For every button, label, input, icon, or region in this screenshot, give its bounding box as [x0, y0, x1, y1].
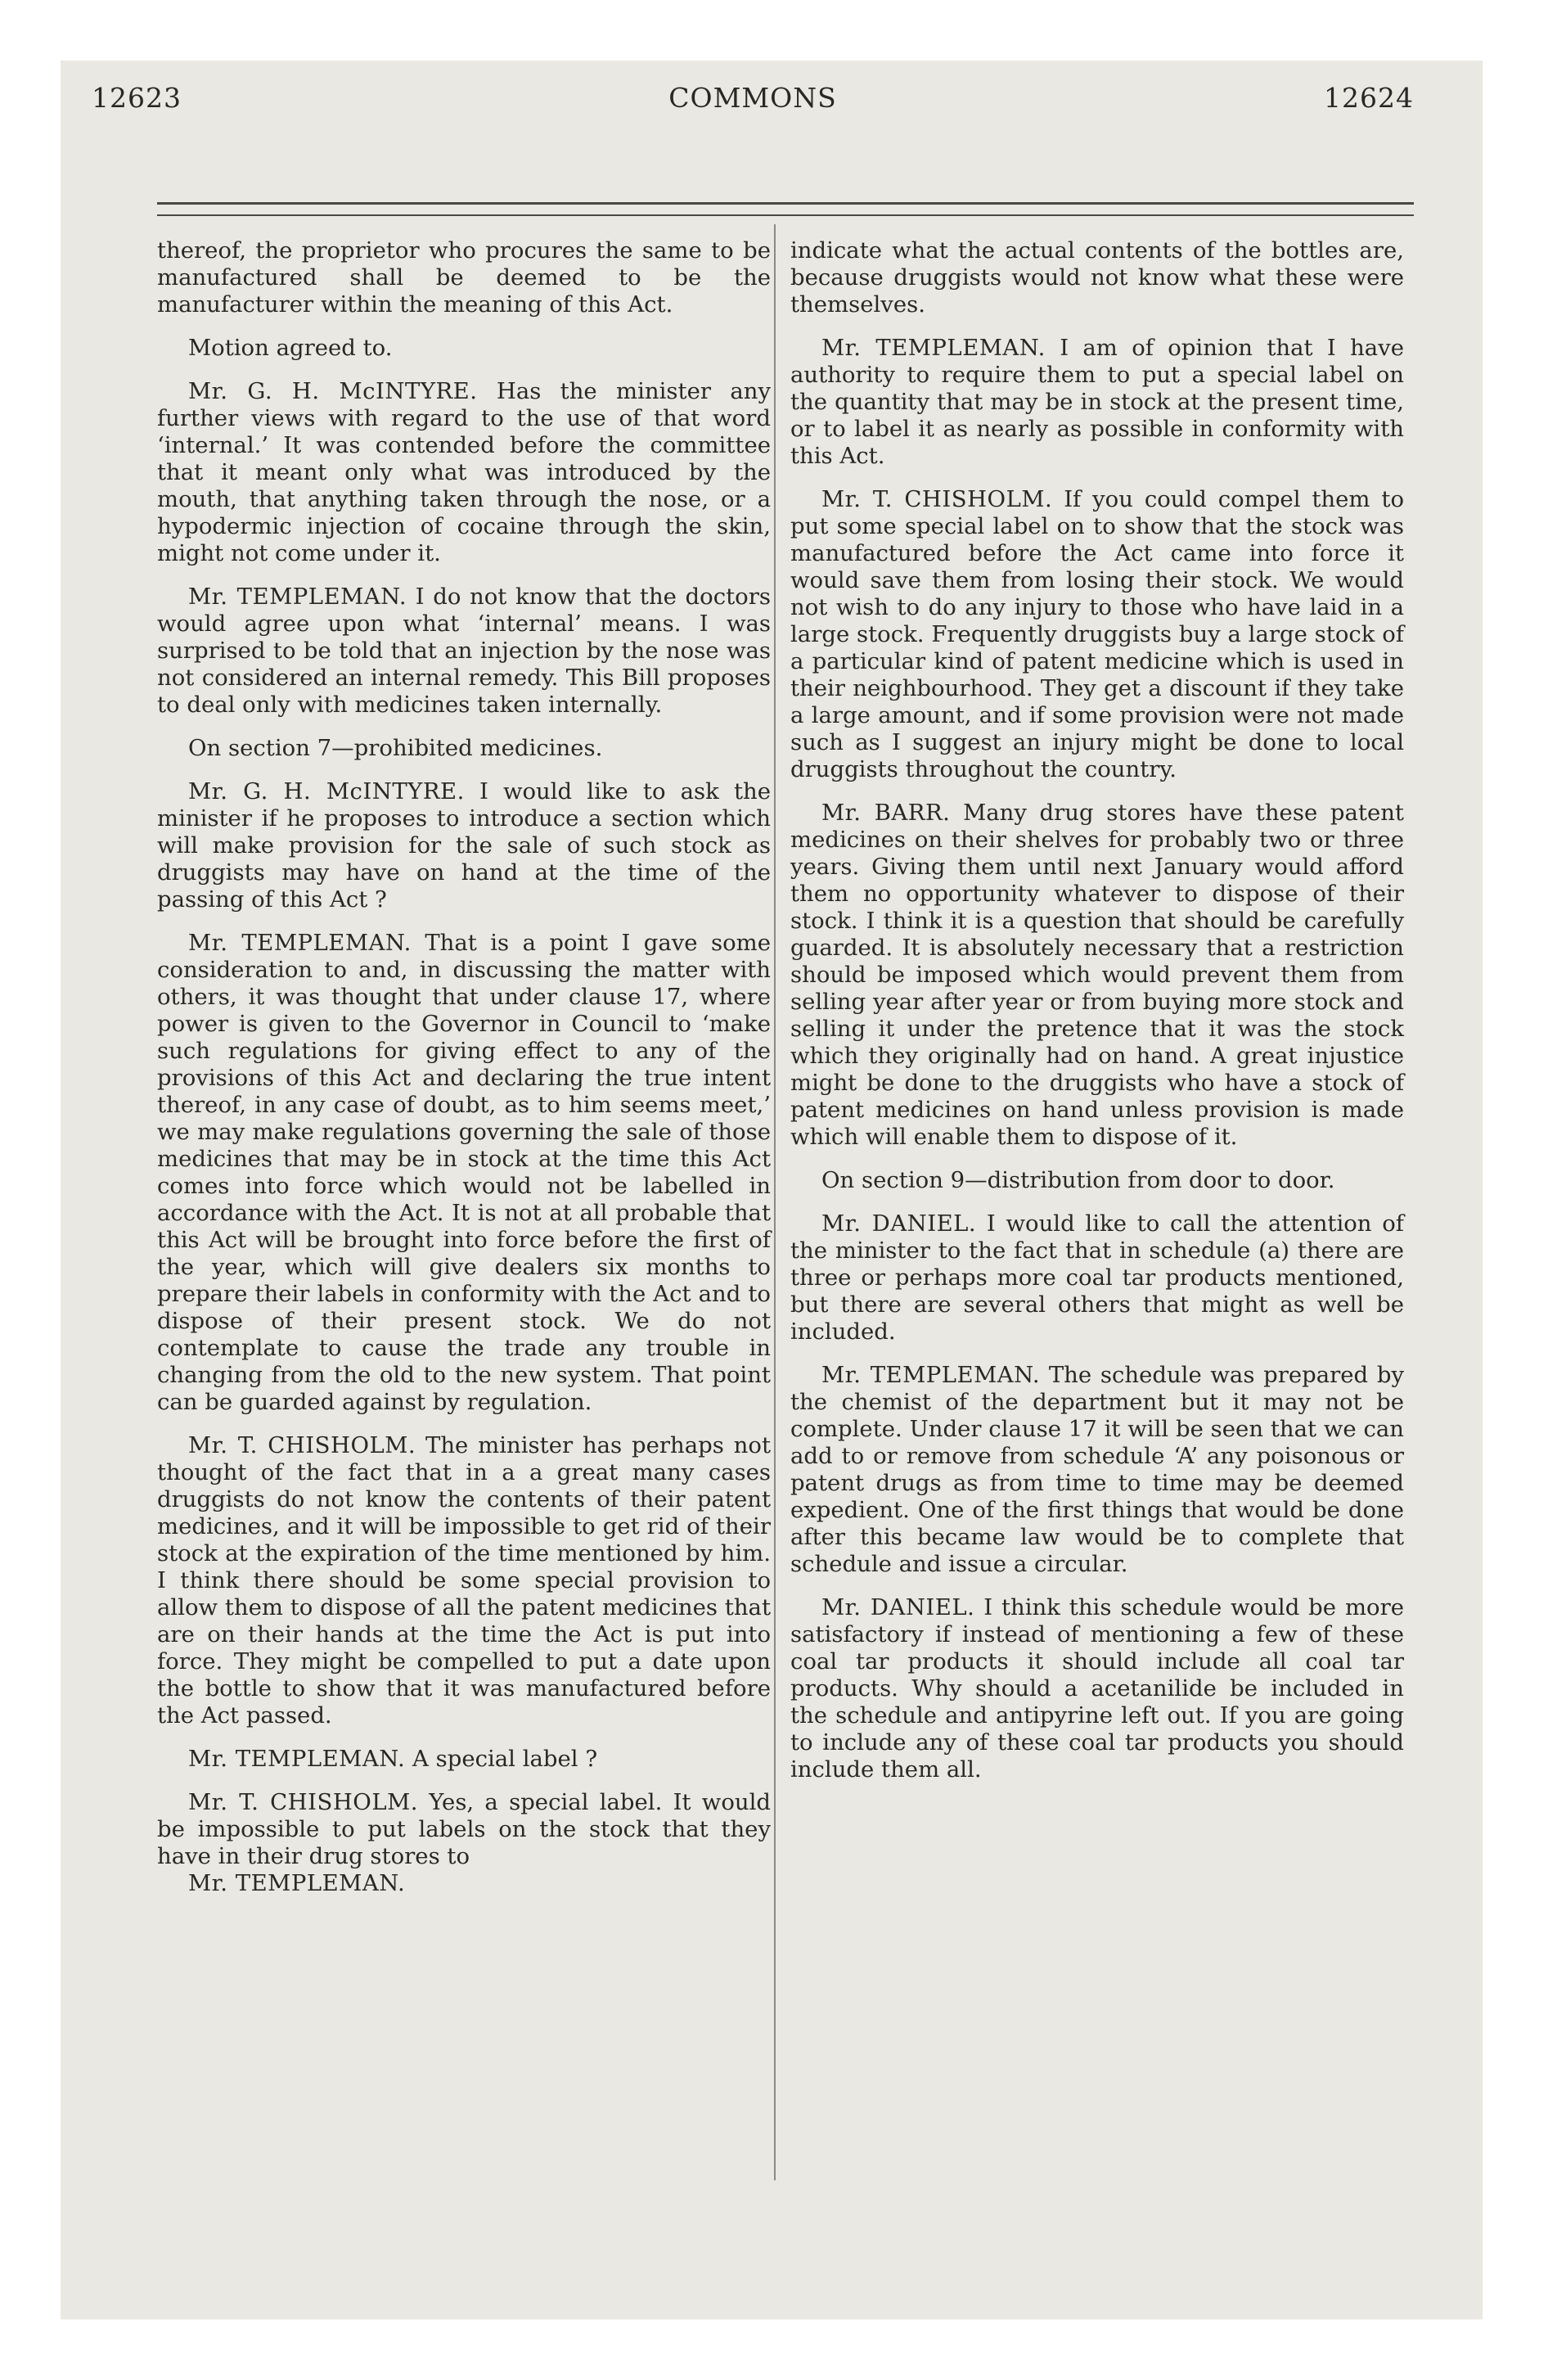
paragraph-text: thereof, the proprietor who procures the same to be manufactured shall be deemed to be the manufacturer within the meaning of this Act.	[157, 237, 771, 318]
column-divider	[774, 224, 776, 2180]
paragraph-text: The schedule was prepared by the chemist of the department but it may not be complete. Under clause 17 it will be seen that we can add to or remove from schedule ‘A’ any poisonous or patent drugs as from time to time may be deemed expedient. One of the first things that would be done after this became law would be to complete that schedule and issue a circular.	[790, 1362, 1404, 1577]
speaker-name: Mr. TEMPLEMAN.	[188, 1746, 406, 1772]
speaker-name: Mr. TEMPLEMAN.	[188, 584, 407, 610]
paragraph-text: The minister has perhaps not thought of the fact that in a a great many cases druggists do not know the contents of their patent medicines, and it will be impossible to get rid of their stock at the expiration of the time mentioned by him. I think there should be some special provision to allow them to dispose of all the patent medicines that are on their hands at the time the Act is put into force. They might be compelled to put a date upon the bottle to show that it was manufactured before the Act passed.	[157, 1432, 772, 1729]
paragraph-text: Motion agreed to.	[188, 335, 393, 361]
right-page-number: 12624	[1324, 82, 1414, 114]
paragraph	[157, 584, 771, 719]
speaker-name: Mr. T. CHISHOLM.	[188, 1789, 419, 1815]
paragraph	[790, 237, 1404, 318]
paragraph-text: That is a point I gave some consideration to and, in discussing the matter with others, it was thought that under clause 17, where power is given to the Governor in Council to ‘make such regulations for giving effect to any of the provisions of this Act and declaring the true intent thereof, in any case of doubt, as to him seems meet,’ we may make regulations governing the sale of those medicines that may be in stock at the time this Act comes into force which would not be labelled in accordance with the Act. It is not at all probable that this Act will be brought into force before the first of the year, which will give dealers six months to prepare their labels in conformity with the Act and to dispose of their present stock. We do not contemplate to cause the trade any trouble in changing from the old to the new system. That point can be guarded against by regulation.	[157, 930, 772, 1415]
paragraph-text: On section 9—distribution from door to door.	[821, 1167, 1335, 1193]
header-title: COMMONS	[668, 82, 837, 114]
speaker-name: Mr. TEMPLEMAN.	[188, 930, 412, 956]
paragraph	[790, 1210, 1404, 1346]
paragraph-text: Many drug stores have these patent medicines on their shelves for probably two or three years. Giving them until next January would afford them no opportunity whatever to dispose of their stock. I think it is a question that should be carefully guarded. It is absolutely necessary that a restriction should be imposed which would prevent them from selling year after year or from buying more stock and selling it under the pretence that it was the stock which they originally had on hand. A great injustice might be done to the druggists who have a stock of patent medicines on hand unless provision is made which will enable them to dispose of it.	[790, 800, 1404, 1150]
paragraph	[157, 778, 771, 913]
paragraph-text: indicate what the actual contents of the bottles are, because druggists would not know what these were themselves.	[790, 237, 1404, 318]
speaker-name: Mr. G. H. McINTYRE.	[188, 378, 478, 404]
speaker-name: Mr. BARR.	[821, 800, 951, 826]
right-column	[790, 237, 1404, 1800]
speaker-name: Mr. TEMPLEMAN.	[821, 335, 1046, 361]
paragraph-text: Has the minister any further views with regard to the use of that word ‘internal.’ It was contended before the committee that it meant only what was introduced by the mouth, that anything taken through the nose, or a hypodermic injection of cocaine through the skin, might not come under it.	[157, 378, 771, 566]
paragraph	[157, 335, 771, 362]
header-rule-thick	[157, 202, 1414, 205]
paragraph-text: If you could compel them to put some special label on to show that the stock was manufactured before the Act came into force it would save them from losing their stock. We would not wish to do any injury to those who have laid in a large stock. Frequently druggists buy a large stock of a particular kind of patent medicine which is used in their neighbourhood. They get a discount if they take a large amount, and if some provision were not made such as I suggest an injury might be done to local druggists throughout the country.	[790, 486, 1404, 782]
paragraph-text: I would like to ask the minister if he proposes to introduce a section which will make provision for the sale of such stock as druggists may have on hand at the time of the passing of this Act ?	[157, 778, 771, 913]
speaker-name: Mr. G. H. McINTYRE.	[188, 778, 465, 805]
speaker-name: Mr. DANIEL.	[821, 1210, 977, 1237]
speaker-name: Mr. TEMPLEMAN.	[821, 1362, 1041, 1388]
paragraph	[790, 1362, 1404, 1578]
paragraph	[157, 930, 771, 1416]
paragraph	[790, 1594, 1404, 1783]
paragraph-text: I would like to call the attention of the minister to the fact that in schedule (a) there are three or perhaps more coal tar products mentioned, but there are several others that might as well be included.	[790, 1210, 1404, 1345]
header-rule-thin	[157, 214, 1414, 216]
paragraph	[790, 335, 1404, 470]
paragraph	[157, 1870, 771, 1897]
paragraph	[157, 1746, 771, 1773]
speaker-name: Mr. T. CHISHOLM.	[188, 1432, 416, 1458]
paragraph	[790, 800, 1404, 1151]
paragraph	[157, 735, 771, 762]
paragraph	[790, 1167, 1404, 1194]
paragraph-text: I do not know that the doctors would agree upon what ‘internal’ means. I was surprised to be told that an injection by the nose was not considered an internal remedy. This Bill proposes to deal only with medicines taken internally.	[157, 584, 771, 718]
speaker-name: Mr. T. CHISHOLM.	[821, 486, 1053, 512]
paragraph	[157, 237, 771, 318]
paragraph	[157, 1789, 771, 1870]
paragraph-text: I think this schedule would be more satisfactory if instead of mentioning a few of these coal tar products it should include all coal tar products. Why should a acetanilide be included in the schedule and antipyrine left out. If you are going to include any of these coal tar products you should include them all.	[790, 1594, 1404, 1783]
speaker-name: Mr. TEMPLEMAN.	[188, 1870, 406, 1896]
speaker-name: Mr. DANIEL.	[821, 1594, 975, 1620]
paragraph-text: A special label ?	[412, 1746, 598, 1772]
paragraph	[157, 1432, 771, 1729]
paragraph	[790, 486, 1404, 783]
paragraph-text: I am of opinion that I have authority to require them to put a special label on the quantity that may be in stock at the present time, or to label it as nearly as possible in conformity with this Act.	[790, 335, 1404, 469]
page-header	[92, 82, 1414, 131]
paragraph	[157, 378, 771, 567]
left-page-number: 12623	[92, 82, 182, 114]
paragraph-text: On section 7—prohibited medicines.	[188, 735, 603, 761]
left-column	[157, 237, 771, 1913]
paragraph-text: Yes, a special label. It would be impossible to put labels on the stock that they have in their drug stores to	[157, 1789, 771, 1869]
